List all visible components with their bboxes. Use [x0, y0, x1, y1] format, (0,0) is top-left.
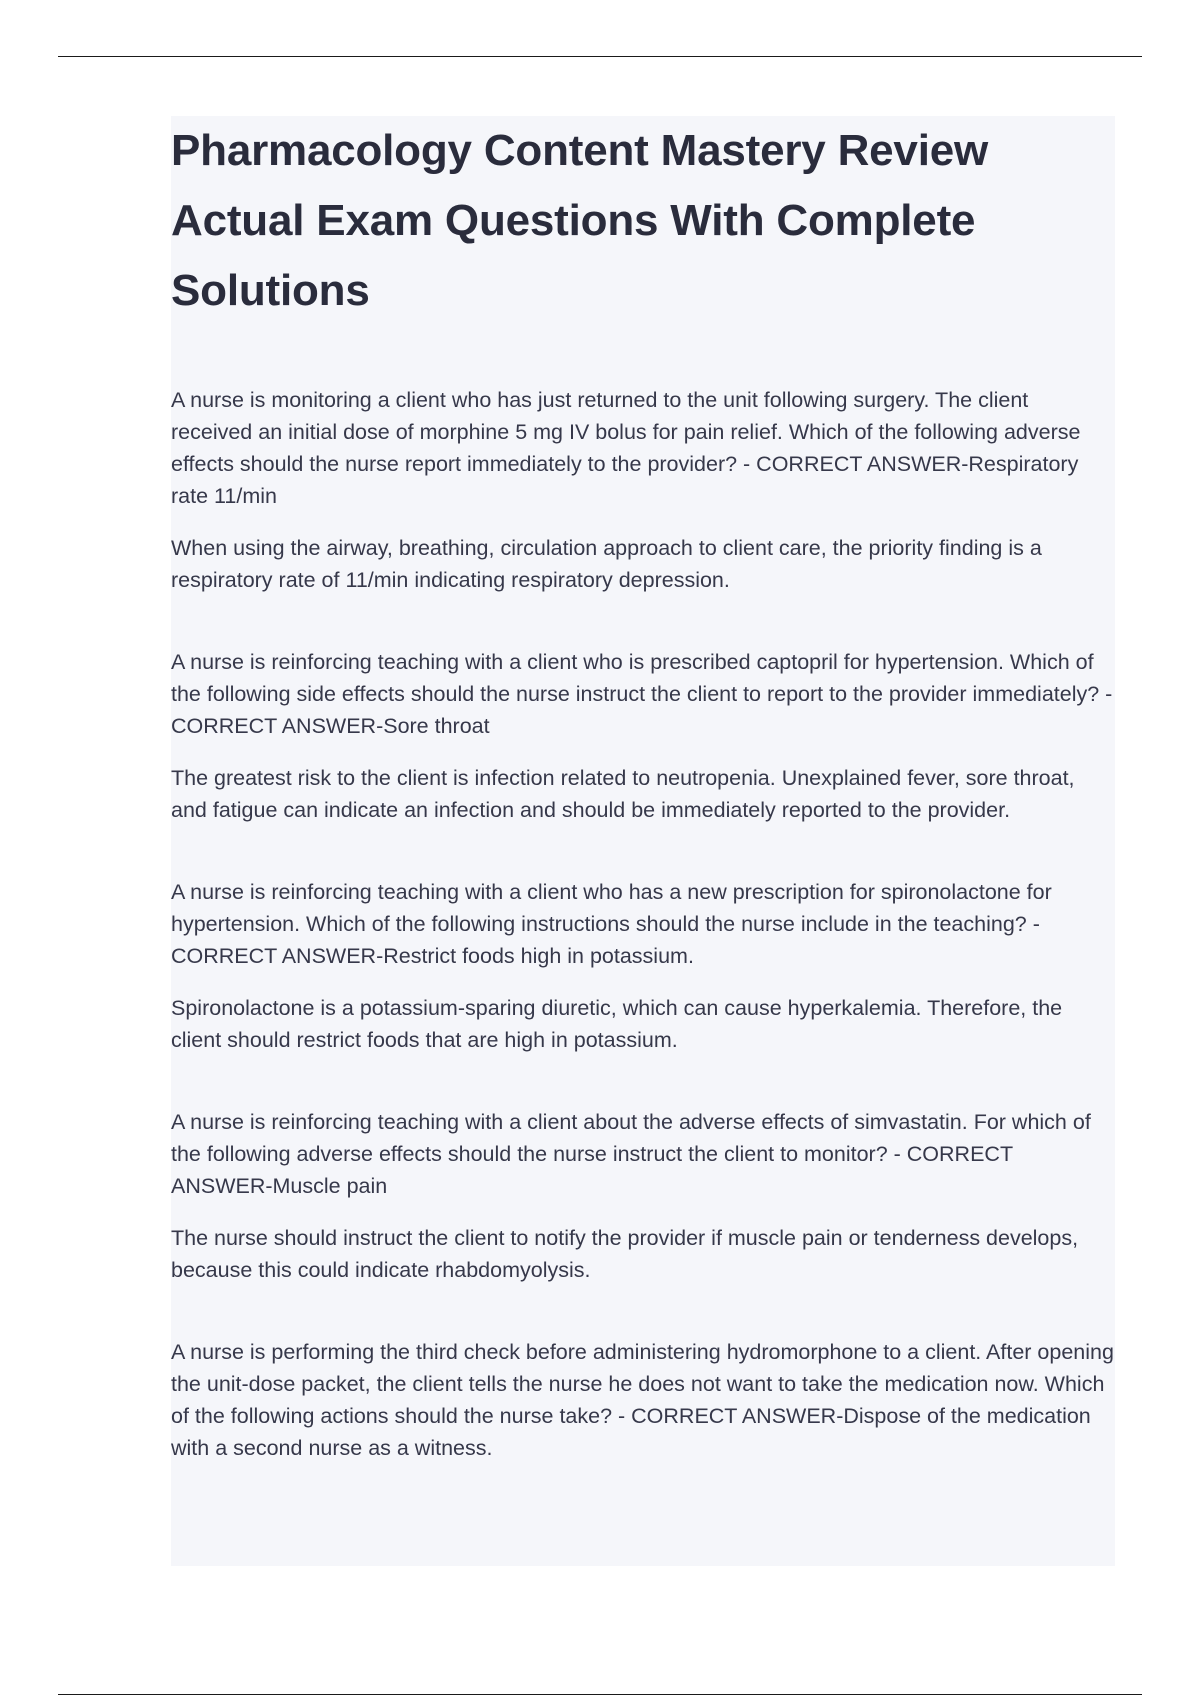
rationale-text: Spironolactone is a potassium-sparing diuretic, which can cause hyperkalemia. Therefore, the client should restrict foods that are high in potassium. — [171, 996, 1063, 1052]
question-text: A nurse is reinforcing teaching with a client who has a new prescription for spironolactone for hypertension. Which of the following instructions should the nurse include in the teaching? - CORRECT ANSWER-Restrict foods high in potassium. — [171, 880, 1052, 968]
bottom-divider — [58, 1694, 1142, 1695]
qa-item-1 — [171, 384, 1115, 596]
rationale-text: The nurse should instruct the client to notify the provider if muscle pain or tenderness develops, because this could indicate rhabdomyolysis. — [171, 1226, 1079, 1282]
question-text: A nurse is reinforcing teaching with a client about the adverse effects of simvastatin. For which of the following adverse effects should the nurse instruct the client to monitor? - CORRECT ANSWER-Muscle pain — [171, 1110, 1091, 1198]
question-text: A nurse is reinforcing teaching with a client who is prescribed captopril for hypertension. Which of the following side effects should the nurse instruct the client to report to the provider immediately? - CORRECT ANSWER-Sore throat — [171, 650, 1113, 738]
qa-item-4 — [171, 1106, 1115, 1286]
document-content — [171, 116, 1115, 1566]
rationale-text: The greatest risk to the client is infection related to neutropenia. Unexplained fever, sore throat, and fatigue can indicate an infection and should be immediately reported to the provider. — [171, 766, 1075, 822]
top-divider — [58, 56, 1142, 57]
question-text: A nurse is monitoring a client who has just returned to the unit following surgery. The client received an initial dose of morphine 5 mg IV bolus for pain relief. Which of the following adverse effects should the nurse report immediately to the provider? - CORRECT ANSWER-Respiratory rate 11/min — [171, 388, 1081, 508]
qa-item-2 — [171, 646, 1115, 826]
question-text: A nurse is performing the third check before administering hydromorphone to a client. After opening the unit-dose packet, the client tells the nurse he does not want to take the medication now. Which of the following actions should the nurse take? - CORRECT ANSWER-Dispose of the medication with a second nurse as a witness. — [171, 1340, 1114, 1460]
document-title: Pharmacology Content Mastery Review Actual Exam Questions With Complete Solutions — [171, 126, 989, 315]
qa-item-3 — [171, 876, 1115, 1056]
rationale-text: When using the airway, breathing, circulation approach to client care, the priority finding is a respiratory rate of 11/min indicating respiratory depression. — [171, 536, 1042, 592]
qa-list — [171, 384, 1115, 1464]
qa-item-5 — [171, 1336, 1115, 1464]
